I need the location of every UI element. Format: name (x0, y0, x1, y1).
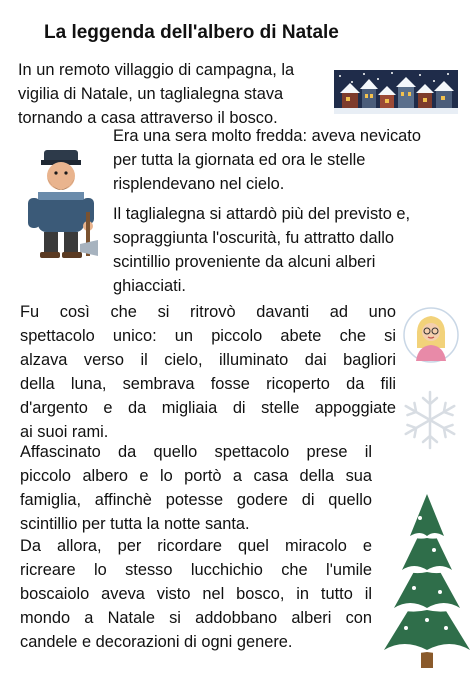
text-line: della luna, sembrava fosse ricoperto da fili (20, 375, 396, 393)
text-line: ai suoi rami. (20, 423, 109, 441)
text-line: Fu così che si ritrovò davanti ad uno (20, 303, 396, 321)
text-line: vigilia di Natale, un taglialegna stava (18, 85, 284, 103)
text-line: d'argento e da migliaia di stelle appoggiate (20, 399, 396, 417)
text-line: piccolo albero e lo portò a casa della sua (20, 467, 372, 485)
paragraph-1 (18, 58, 318, 130)
page-title: La leggenda dell'albero di Natale (44, 22, 339, 43)
lumberjack-with-axe-icon (14, 140, 106, 260)
snowflake-icon (396, 386, 464, 454)
text-line: Da allora, per ricordare quel miracolo e (20, 537, 372, 555)
paragraph-4 (20, 300, 396, 444)
text-line: candele e decorazioni di ogni genere. (20, 633, 293, 651)
text-line: In un remoto villaggio di campagna, la (18, 61, 295, 79)
paragraph-5 (20, 440, 372, 536)
text-line: risplendevano nel cielo. (113, 175, 285, 193)
teacher-avatar-icon (402, 306, 460, 364)
text-line: Il taglialegna si attardò più del previsto e, (113, 205, 411, 223)
text-line: mondo a Natale si addobbano alberi con (20, 609, 372, 627)
text-line: alzava verso il cielo, illuminato dai bagliori (20, 351, 396, 369)
text-line: sopraggiunta l'oscurità, fu attratto dallo (113, 229, 395, 247)
text-line: scintillio per tutta la notte santa. (20, 515, 250, 533)
text-line: famiglia, affinchè potesse godere di quello (20, 491, 372, 509)
text-line: scintillio proveniente da alcuni alberi (113, 253, 376, 271)
text-line: Affascinato da quello spettacolo prese il (20, 443, 372, 461)
paragraph-3 (113, 202, 413, 298)
text-line: boscaiolo aveva visto nel bosco, in tutto il (20, 585, 372, 603)
text-line: ghiacciati. (113, 277, 186, 295)
paragraph-2 (113, 124, 421, 196)
text-line: ricreare lo stesso lucchichio che l'umile (20, 561, 372, 579)
snowy-fir-tree-icon (380, 488, 474, 670)
text-line: tornando a casa attraverso il bosco. (18, 109, 278, 127)
snowy-village-night-icon (334, 70, 458, 114)
text-line: spettacolo unico: un piccolo abete che si (20, 327, 396, 345)
paragraph-6 (20, 534, 372, 654)
text-line: per tutta la giornata ed ora le stelle (113, 151, 366, 169)
text-line: Era una sera molto fredda: aveva nevicato (113, 127, 421, 145)
